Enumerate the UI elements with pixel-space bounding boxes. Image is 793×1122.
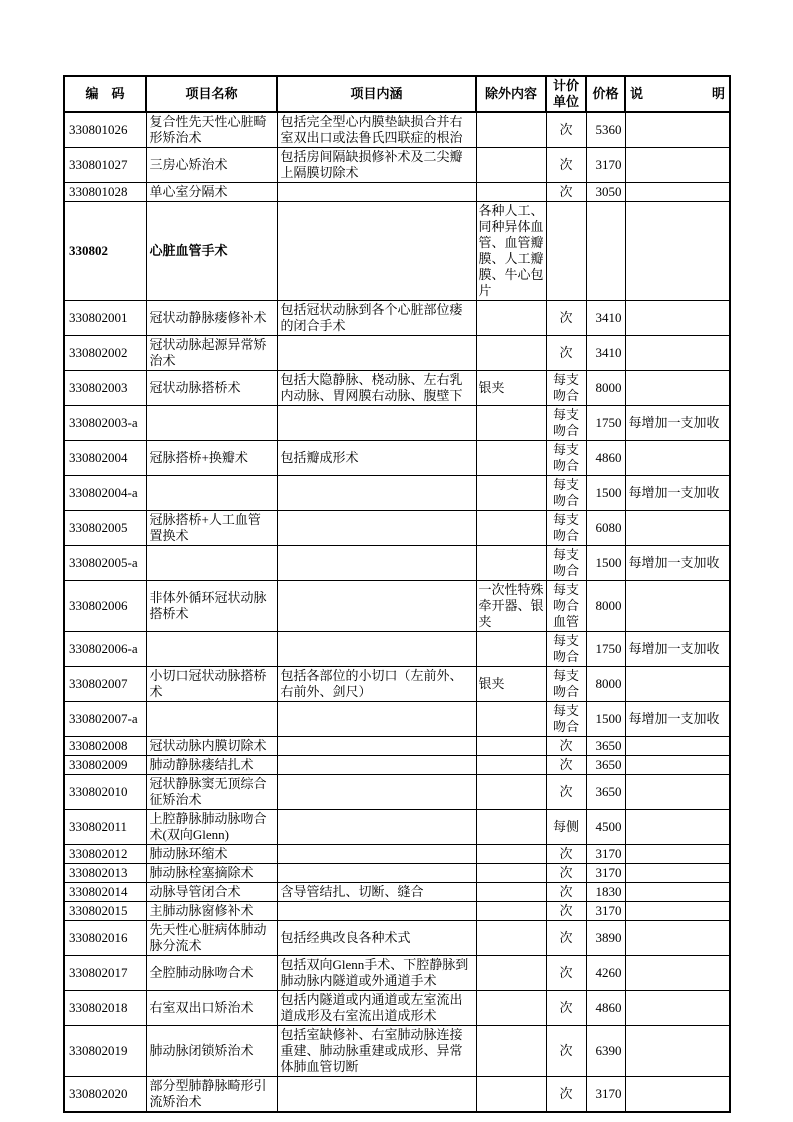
fee-table (63, 75, 731, 1113)
cell-note (625, 902, 730, 921)
header-price: 价格 (586, 76, 625, 112)
header-code: 编 码 (64, 76, 146, 112)
cell-note (625, 991, 730, 1026)
cell-price: 8000 (586, 371, 625, 406)
cell-excluded (476, 336, 546, 371)
table-row (64, 441, 730, 476)
cell-unit: 次 (546, 1026, 586, 1077)
table-row (64, 883, 730, 902)
cell-content: 包括房间隔缺损修补术及二尖瓣上隔膜切除术 (277, 148, 476, 183)
cell-price: 3890 (586, 921, 625, 956)
cell-code: 330801027 (64, 148, 146, 183)
cell-code: 330802006-a (64, 632, 146, 667)
cell-content (277, 476, 476, 511)
cell-price: 1500 (586, 702, 625, 737)
cell-code: 330802 (64, 202, 146, 301)
cell-content (277, 737, 476, 756)
cell-unit: 次 (546, 921, 586, 956)
cell-excluded (476, 902, 546, 921)
cell-name: 冠状动静脉瘘修补术 (146, 301, 277, 336)
cell-unit: 次 (546, 902, 586, 921)
cell-unit: 每支吻合 (546, 632, 586, 667)
cell-price: 3410 (586, 301, 625, 336)
cell-content (277, 1077, 476, 1113)
cell-name: 部分型肺静脉畸形引流矫治术 (146, 1077, 277, 1113)
cell-price: 4860 (586, 441, 625, 476)
cell-code: 330802005 (64, 511, 146, 546)
table-row (64, 1026, 730, 1077)
cell-excluded (476, 148, 546, 183)
cell-unit: 次 (546, 148, 586, 183)
table-row (64, 756, 730, 775)
cell-excluded: 各种人工、同种异体血管、血管瓣膜、人工瓣膜、牛心包片 (476, 202, 546, 301)
table-row (64, 301, 730, 336)
cell-excluded (476, 956, 546, 991)
cell-note (625, 511, 730, 546)
cell-name: 单心室分隔术 (146, 183, 277, 202)
cell-note (625, 883, 730, 902)
cell-price: 1500 (586, 546, 625, 581)
table-row (64, 810, 730, 845)
cell-unit: 次 (546, 864, 586, 883)
cell-name: 肺动脉环缩术 (146, 845, 277, 864)
cell-unit: 次 (546, 1077, 586, 1113)
cell-note: 每增加一支加收 (625, 632, 730, 667)
cell-content (277, 511, 476, 546)
cell-price: 1750 (586, 632, 625, 667)
cell-content: 包括经典改良各种术式 (277, 921, 476, 956)
cell-excluded (476, 921, 546, 956)
cell-content: 包括冠状动脉到各个心脏部位瘘的闭合手术 (277, 301, 476, 336)
cell-code: 330802018 (64, 991, 146, 1026)
cell-note (625, 336, 730, 371)
cell-content (277, 810, 476, 845)
cell-name (146, 702, 277, 737)
cell-excluded (476, 810, 546, 845)
cell-code: 330802003-a (64, 406, 146, 441)
cell-unit: 每支吻合 (546, 476, 586, 511)
cell-unit: 次 (546, 112, 586, 148)
cell-price: 4500 (586, 810, 625, 845)
table-body (64, 112, 730, 1112)
cell-name: 冠状动脉起源异常矫治术 (146, 336, 277, 371)
cell-code: 330802016 (64, 921, 146, 956)
cell-code: 330802013 (64, 864, 146, 883)
cell-content (277, 864, 476, 883)
cell-excluded (476, 441, 546, 476)
table-row (64, 702, 730, 737)
table-row (64, 511, 730, 546)
cell-unit: 次 (546, 991, 586, 1026)
cell-unit: 每侧 (546, 810, 586, 845)
header-note: 说明 (625, 76, 730, 112)
cell-note (625, 737, 730, 756)
cell-unit: 每支吻合 (546, 371, 586, 406)
cell-code: 330802008 (64, 737, 146, 756)
table-row (64, 921, 730, 956)
cell-excluded (476, 112, 546, 148)
cell-content: 包括双向Glenn手术、下腔静脉到肺动脉内隧道或外通道手术 (277, 956, 476, 991)
cell-note (625, 183, 730, 202)
cell-note: 每增加一支加收 (625, 702, 730, 737)
cell-note (625, 775, 730, 810)
cell-price: 3170 (586, 902, 625, 921)
cell-unit: 次 (546, 183, 586, 202)
cell-price: 8000 (586, 581, 625, 632)
cell-unit: 次 (546, 301, 586, 336)
cell-excluded: 银夹 (476, 667, 546, 702)
cell-name: 肺动脉闭锁矫治术 (146, 1026, 277, 1077)
cell-name (146, 632, 277, 667)
cell-excluded (476, 845, 546, 864)
cell-content (277, 632, 476, 667)
cell-note (625, 581, 730, 632)
cell-excluded (476, 737, 546, 756)
cell-name: 肺动静脉瘘结扎术 (146, 756, 277, 775)
cell-code: 330802005-a (64, 546, 146, 581)
cell-content (277, 775, 476, 810)
cell-content: 含导管结扎、切断、缝合 (277, 883, 476, 902)
cell-note (625, 667, 730, 702)
cell-price: 1500 (586, 476, 625, 511)
cell-content (277, 581, 476, 632)
cell-excluded (476, 1026, 546, 1077)
cell-content (277, 902, 476, 921)
cell-name: 冠脉搭桥+换瓣术 (146, 441, 277, 476)
cell-code: 330802007-a (64, 702, 146, 737)
cell-name: 右室双出口矫治术 (146, 991, 277, 1026)
cell-name: 冠状动脉内膜切除术 (146, 737, 277, 756)
cell-note (625, 845, 730, 864)
cell-note (625, 756, 730, 775)
cell-name: 复合性先天性心脏畸形矫治术 (146, 112, 277, 148)
cell-name: 三房心矫治术 (146, 148, 277, 183)
cell-price: 8000 (586, 667, 625, 702)
table-row (64, 902, 730, 921)
cell-name: 心脏血管手术 (146, 202, 277, 301)
cell-price (586, 202, 625, 301)
cell-name: 非体外循环冠状动脉搭桥术 (146, 581, 277, 632)
table-row (64, 632, 730, 667)
cell-code: 330802003 (64, 371, 146, 406)
cell-excluded (476, 511, 546, 546)
cell-name: 主肺动脉窗修补术 (146, 902, 277, 921)
cell-name: 动脉导管闭合术 (146, 883, 277, 902)
cell-code: 330801028 (64, 183, 146, 202)
table-row (64, 737, 730, 756)
cell-code: 330802011 (64, 810, 146, 845)
cell-code: 330802006 (64, 581, 146, 632)
cell-note (625, 441, 730, 476)
cell-name: 先天性心脏病体肺动脉分流术 (146, 921, 277, 956)
cell-price: 3650 (586, 737, 625, 756)
cell-price: 3050 (586, 183, 625, 202)
cell-code: 330802009 (64, 756, 146, 775)
table-row (64, 546, 730, 581)
cell-price: 3410 (586, 336, 625, 371)
table-row (64, 956, 730, 991)
cell-excluded (476, 864, 546, 883)
cell-code: 330802001 (64, 301, 146, 336)
table-row (64, 1077, 730, 1113)
cell-content (277, 845, 476, 864)
table-row (64, 371, 730, 406)
cell-name: 冠状静脉窦无顶综合征矫治术 (146, 775, 277, 810)
cell-unit: 次 (546, 956, 586, 991)
table-row (64, 864, 730, 883)
cell-excluded (476, 632, 546, 667)
section-row (64, 202, 730, 301)
cell-content (277, 202, 476, 301)
cell-code: 330802019 (64, 1026, 146, 1077)
cell-excluded (476, 775, 546, 810)
table-row (64, 406, 730, 441)
cell-note (625, 112, 730, 148)
cell-note (625, 1026, 730, 1077)
cell-unit: 每支吻合血管 (546, 581, 586, 632)
cell-unit: 每支吻合 (546, 546, 586, 581)
cell-price: 5360 (586, 112, 625, 148)
cell-unit: 每支吻合 (546, 406, 586, 441)
cell-code: 330802012 (64, 845, 146, 864)
cell-code: 330802017 (64, 956, 146, 991)
cell-content (277, 183, 476, 202)
cell-excluded (476, 546, 546, 581)
cell-note (625, 371, 730, 406)
table-row (64, 581, 730, 632)
cell-price: 3650 (586, 775, 625, 810)
table-row (64, 336, 730, 371)
cell-price: 4260 (586, 956, 625, 991)
cell-code: 330802004-a (64, 476, 146, 511)
cell-note (625, 864, 730, 883)
cell-note (625, 810, 730, 845)
cell-note (625, 921, 730, 956)
cell-excluded (476, 756, 546, 775)
cell-note (625, 956, 730, 991)
cell-price: 3170 (586, 1077, 625, 1113)
cell-note (625, 301, 730, 336)
cell-code: 330801026 (64, 112, 146, 148)
cell-name (146, 546, 277, 581)
cell-price: 4860 (586, 991, 625, 1026)
cell-price: 6390 (586, 1026, 625, 1077)
cell-unit: 每支吻合 (546, 702, 586, 737)
cell-excluded (476, 1077, 546, 1113)
cell-price: 3170 (586, 148, 625, 183)
cell-note (625, 1077, 730, 1113)
table-row (64, 667, 730, 702)
table-row (64, 148, 730, 183)
cell-excluded (476, 301, 546, 336)
cell-code: 330802010 (64, 775, 146, 810)
header-unit: 计价单位 (546, 76, 586, 112)
cell-note (625, 202, 730, 301)
table-row (64, 845, 730, 864)
cell-unit: 次 (546, 336, 586, 371)
cell-code: 330802002 (64, 336, 146, 371)
cell-price: 1830 (586, 883, 625, 902)
cell-code: 330802020 (64, 1077, 146, 1113)
table-row (64, 476, 730, 511)
cell-name: 肺动脉栓塞摘除术 (146, 864, 277, 883)
cell-content: 包括大隐静脉、桡动脉、左右乳内动脉、胃网膜右动脉、腹壁下 (277, 371, 476, 406)
cell-content: 包括内隧道或内通道或左室流出道成形及右室流出道成形术 (277, 991, 476, 1026)
cell-unit (546, 202, 586, 301)
cell-unit: 次 (546, 737, 586, 756)
cell-unit: 次 (546, 756, 586, 775)
cell-price: 3650 (586, 756, 625, 775)
cell-name: 小切口冠状动脉搭桥术 (146, 667, 277, 702)
header-name: 项目名称 (146, 76, 277, 112)
cell-note: 每增加一支加收 (625, 476, 730, 511)
cell-unit: 每支吻合 (546, 667, 586, 702)
cell-unit: 次 (546, 775, 586, 810)
cell-price: 3170 (586, 864, 625, 883)
table-row (64, 991, 730, 1026)
cell-name (146, 406, 277, 441)
cell-name: 全腔肺动脉吻合术 (146, 956, 277, 991)
table-row (64, 183, 730, 202)
cell-price: 3170 (586, 845, 625, 864)
cell-name: 冠状动脉搭桥术 (146, 371, 277, 406)
header-excluded: 除外内容 (476, 76, 546, 112)
cell-excluded: 一次性特殊牵开器、银夹 (476, 581, 546, 632)
cell-excluded (476, 406, 546, 441)
cell-price: 1750 (586, 406, 625, 441)
cell-content (277, 756, 476, 775)
cell-unit: 次 (546, 845, 586, 864)
cell-content (277, 546, 476, 581)
cell-excluded (476, 702, 546, 737)
cell-excluded (476, 991, 546, 1026)
cell-excluded (476, 883, 546, 902)
cell-content (277, 702, 476, 737)
table-row (64, 775, 730, 810)
header-row (64, 76, 730, 112)
cell-excluded (476, 183, 546, 202)
cell-note: 每增加一支加收 (625, 546, 730, 581)
cell-note: 每增加一支加收 (625, 406, 730, 441)
cell-content: 包括室缺修补、右室肺动脉连接重建、肺动脉重建或成形、异常体肺血管切断 (277, 1026, 476, 1077)
cell-note (625, 148, 730, 183)
cell-unit: 次 (546, 883, 586, 902)
cell-content: 包括瓣成形术 (277, 441, 476, 476)
cell-excluded (476, 476, 546, 511)
cell-name (146, 476, 277, 511)
cell-price: 6080 (586, 511, 625, 546)
cell-unit: 每支吻合 (546, 511, 586, 546)
cell-content (277, 406, 476, 441)
cell-code: 330802015 (64, 902, 146, 921)
cell-name: 冠脉搭桥+人工血管置换术 (146, 511, 277, 546)
table-header (64, 76, 730, 112)
cell-code: 330802004 (64, 441, 146, 476)
cell-excluded: 银夹 (476, 371, 546, 406)
cell-code: 330802014 (64, 883, 146, 902)
cell-content (277, 336, 476, 371)
cell-content: 包括各部位的小切口（左前外、右前外、剑尺） (277, 667, 476, 702)
cell-name: 上腔静脉肺动脉吻合术(双向Glenn) (146, 810, 277, 845)
cell-content: 包括完全型心内膜垫缺损合并右室双出口或法鲁氏四联症的根治 (277, 112, 476, 148)
cell-code: 330802007 (64, 667, 146, 702)
cell-unit: 每支吻合 (546, 441, 586, 476)
header-content: 项目内涵 (277, 76, 476, 112)
table-row (64, 112, 730, 148)
